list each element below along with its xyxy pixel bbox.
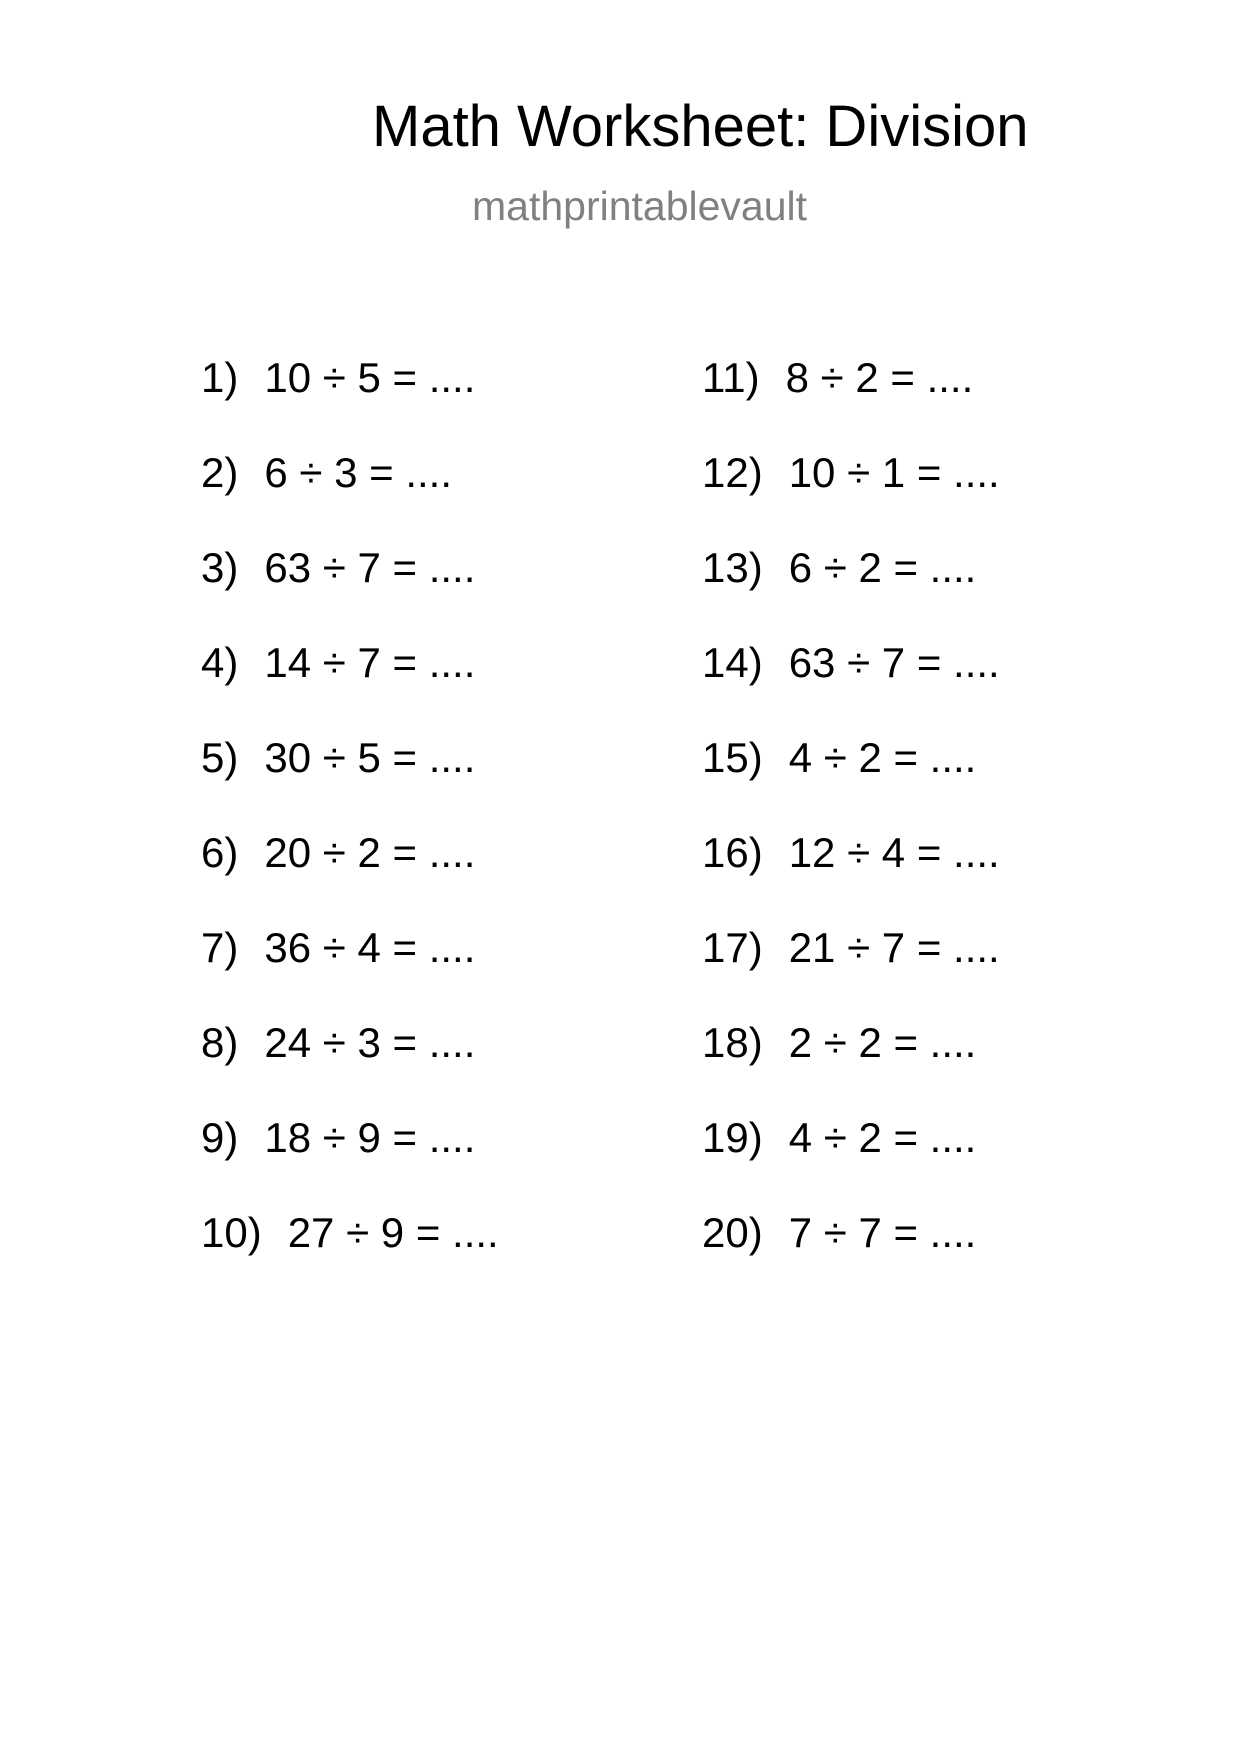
worksheet-source: mathprintablevault [472, 183, 808, 229]
problem-expression: 24 ÷ 3 = .... [264, 1019, 476, 1066]
problem-number: 10) [201, 1209, 262, 1256]
problem-number: 4) [201, 639, 239, 686]
problem-number: 18) [702, 1019, 763, 1066]
problem-item [702, 447, 1132, 542]
problem-expression: 21 ÷ 7 = .... [788, 924, 1000, 971]
problem-expression: 2 ÷ 2 = .... [788, 1019, 977, 1066]
problem-column-left [201, 352, 631, 1302]
problem-item [702, 922, 1132, 1017]
problem-item [702, 1112, 1132, 1207]
problem-expression: 27 ÷ 9 = .... [287, 1209, 499, 1256]
problem-item [201, 637, 631, 732]
problem-number: 1) [201, 354, 239, 401]
problem-expression: 20 ÷ 2 = .... [264, 829, 476, 876]
problem-number: 17) [702, 924, 763, 971]
problem-expression: 14 ÷ 7 = .... [264, 639, 476, 686]
problem-item [702, 827, 1132, 922]
problem-item [201, 827, 631, 922]
problem-number: 11) [702, 354, 760, 401]
problem-item [702, 637, 1132, 732]
problem-expression: 10 ÷ 1 = .... [788, 449, 1000, 496]
problem-item [702, 1017, 1132, 1112]
problem-expression: 4 ÷ 2 = .... [788, 734, 977, 781]
problem-number: 12) [702, 449, 763, 496]
problem-expression: 4 ÷ 2 = .... [788, 1114, 977, 1161]
problem-item [201, 1017, 631, 1112]
problem-expression: 7 ÷ 7 = .... [788, 1209, 977, 1256]
problem-number: 2) [201, 449, 239, 496]
problem-expression: 63 ÷ 7 = .... [788, 639, 1000, 686]
problem-expression: 36 ÷ 4 = .... [264, 924, 476, 971]
problem-item [702, 732, 1132, 827]
problem-expression: 6 ÷ 3 = .... [264, 449, 453, 496]
problem-number: 3) [201, 544, 239, 591]
problem-number: 20) [702, 1209, 763, 1256]
problem-number: 14) [702, 639, 763, 686]
problem-number: 9) [201, 1114, 239, 1161]
problem-number: 16) [702, 829, 763, 876]
problem-number: 13) [702, 544, 763, 591]
problem-item [201, 447, 631, 542]
problem-expression: 63 ÷ 7 = .... [264, 544, 476, 591]
problem-number: 7) [201, 924, 239, 971]
problem-item [702, 542, 1132, 637]
problem-item [201, 542, 631, 637]
problem-item [702, 1207, 1132, 1302]
problem-number: 15) [702, 734, 763, 781]
problem-item [201, 922, 631, 1017]
problem-item [201, 1112, 631, 1207]
problem-item [201, 352, 631, 447]
problem-number: 8) [201, 1019, 239, 1066]
problem-number: 19) [702, 1114, 763, 1161]
problem-expression: 30 ÷ 5 = .... [264, 734, 476, 781]
problem-item [702, 352, 1132, 447]
problem-column-right [702, 352, 1132, 1302]
problem-expression: 8 ÷ 2 = .... [785, 354, 974, 401]
worksheet-title: Math Worksheet: Division [372, 94, 1029, 159]
problem-number: 5) [201, 734, 239, 781]
problem-expression: 6 ÷ 2 = .... [788, 544, 977, 591]
problem-item [201, 1207, 631, 1302]
problem-expression: 10 ÷ 5 = .... [264, 354, 476, 401]
problem-expression: 18 ÷ 9 = .... [264, 1114, 476, 1161]
problem-expression: 12 ÷ 4 = .... [788, 829, 1000, 876]
problem-number: 6) [201, 829, 239, 876]
problem-item [201, 732, 631, 827]
